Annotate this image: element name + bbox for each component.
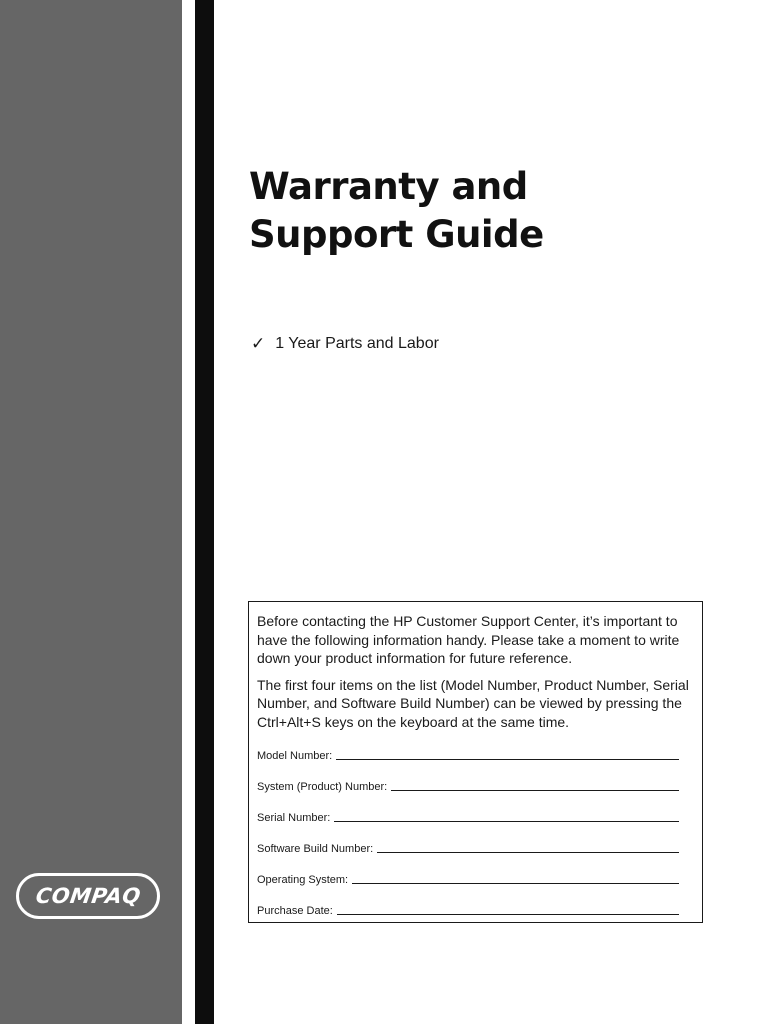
compaq-logo bbox=[16, 873, 160, 919]
write-in-line bbox=[391, 789, 679, 791]
write-in-line bbox=[352, 882, 679, 884]
coverage-label: 1 Year Parts and Labor bbox=[275, 335, 439, 352]
field-software-build-number bbox=[257, 824, 679, 855]
field-label: Software Build Number: bbox=[257, 843, 374, 855]
checkmark-icon: ✓ bbox=[251, 334, 266, 354]
title-line-2: Support Guide bbox=[249, 213, 544, 256]
field-label: System (Product) Number: bbox=[257, 781, 388, 793]
field-system-product-number bbox=[257, 762, 679, 793]
write-in-line bbox=[337, 913, 679, 915]
field-label: Model Number: bbox=[257, 750, 333, 762]
field-purchase-date bbox=[257, 886, 679, 917]
write-in-line bbox=[334, 820, 679, 822]
info-paragraph-1: Before contacting the HP Customer Support Center, it’s important to have the following information handy. Please take a moment to write down your product information for future reference. bbox=[257, 613, 680, 666]
logo-text: COMPAQ bbox=[33, 884, 143, 908]
info-fields bbox=[257, 738, 694, 917]
write-in-line bbox=[377, 851, 679, 853]
field-label: Purchase Date: bbox=[257, 905, 333, 917]
field-model-number bbox=[257, 738, 679, 762]
field-serial-number bbox=[257, 793, 679, 824]
title-line-1: Warranty and bbox=[249, 165, 528, 208]
field-operating-system bbox=[257, 855, 679, 886]
coverage-item bbox=[251, 334, 439, 354]
page-title bbox=[249, 163, 544, 259]
field-label: Operating System: bbox=[257, 874, 349, 886]
info-paragraph-2: The first four items on the list (Model Number, Product Number, Serial Number, and Software Build Number) can be viewed by pressing the Ctrl+Alt+S keys on the keyboard at the same time. bbox=[257, 676, 689, 730]
black-divider-bar bbox=[195, 0, 214, 1024]
field-label: Serial Number: bbox=[257, 812, 331, 824]
side-panel bbox=[0, 0, 182, 1024]
product-info-box bbox=[248, 601, 703, 923]
write-in-line bbox=[336, 758, 679, 760]
